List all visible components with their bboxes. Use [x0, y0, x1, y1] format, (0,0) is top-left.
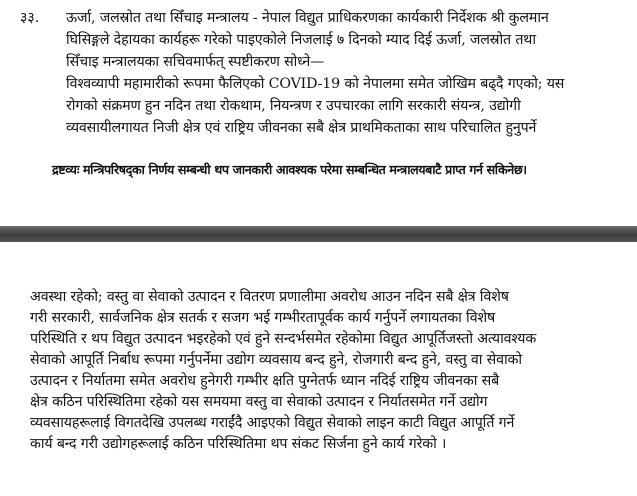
item-number: ३३.: [20, 10, 40, 26]
page-break-divider: [0, 226, 637, 242]
paragraph-line: व्यवसायहरूलाई विगतदेखि उपलब्ध गराईंदै आइएको विद्युत सेवाको लाइन काटी विद्युत आपूर्ति गर्ने: [30, 415, 515, 431]
paragraph-line: सेवाको आपूर्ति निर्बाध रूपमा गर्नुपर्नेमा उद्योग व्यवसाय बन्द हुने, रोजगारी बन्द हुने, वस्तु वा सेवाको: [30, 352, 522, 368]
document-page-top: [0, 0, 637, 226]
paragraph-line: परिस्थिति र थप विद्युत उत्पादन भइरहेको एवं हुने सन्दर्भसमेत रहेकोमा विद्युत आपूर्तिजस्तो अत्यावश्यक: [30, 331, 537, 347]
paragraph-line: रोगको संक्रमण हुन नदिन तथा रोकथाम, नियन्त्रण र उपचारका लागि सरकारी संयन्त्र, उद्योगी: [66, 98, 521, 114]
paragraph-line: सिँचाइ मन्त्रालयका सचिवमार्फत् स्पष्टीकरण सोध्ने—: [66, 54, 325, 70]
paragraph-line: विश्वव्यापी महामारीको रूपमा फैलिएको COVID-19 को नेपालमा समेत जोखिम बढ्दै गएको; यस: [66, 76, 565, 92]
footnote-note: द्रष्टव्यः मन्त्रिपरिषद्का निर्णय सम्बन्धी थप जानकारी आवश्यक परेमा सम्बन्धित मन्त्रालयबाटै प्राप्त गर्न सकिनेछ।: [52, 162, 527, 177]
paragraph-line: गरी सरकारी, सार्वजनिक क्षेत्र सतर्क र सजग भई गम्भीरतापूर्वक कार्य गर्नुपर्ने लगायतका विशेष: [30, 310, 496, 326]
paragraph-line: ऊर्जा, जलस्रोत तथा सिँचाइ मन्त्रालय - नेपाल विद्युत प्राधिकरणका कार्यकारी निर्देशक श्री कुलमान: [66, 10, 549, 26]
paragraph-line: व्यवसायीलगायत निजी क्षेत्र एवं राष्ट्रिय जीवनका सबै क्षेत्र प्राथमिकताका साथ परिचालित हुनुपर्ने: [66, 120, 537, 136]
paragraph-line: घिसिङ्गले देहायका कार्यहरू गरेको पाइएकोले निजलाई ७ दिनको म्याद दिई ऊर्जा, जलस्रोत तथा: [66, 32, 536, 48]
paragraph-line: उत्पादन र निर्यातमा समेत अवरोध हुनेगरी गम्भीर क्षति पुग्नेतर्फ ध्यान नदिई राष्ट्रिय जीवनका सबै: [30, 373, 500, 389]
paragraph-line: अवस्था रहेको; वस्तु वा सेवाको उत्पादन र वितरण प्रणालीमा अवरोध आउन नदिन सबै क्षेत्र विशेष: [30, 289, 509, 305]
paragraph-line: कार्य बन्द गरी उद्योगहरूलाई कठिन परिस्थितिमा थप संकट सिर्जना हुने कार्य गरेको ।: [30, 436, 447, 452]
paragraph-line: क्षेत्र कठिन परिस्थितिमा रहेको यस समयमा वस्तु वा सेवाको उत्पादन र निर्यातसमेत गर्ने उद्योग: [30, 394, 488, 410]
document-page-bottom: [0, 242, 637, 496]
